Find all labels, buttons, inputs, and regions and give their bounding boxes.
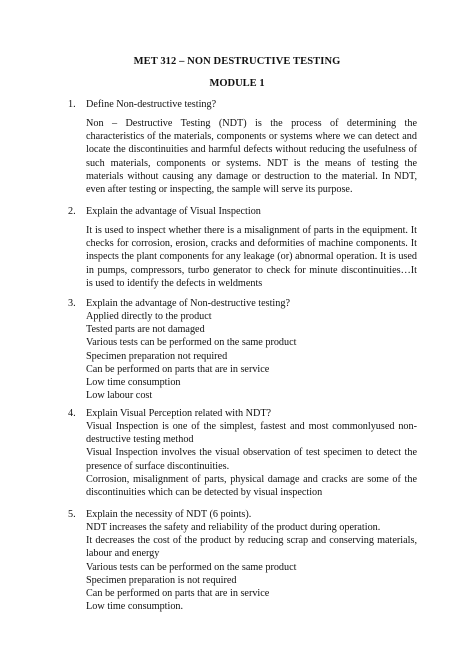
question-5	[68, 508, 251, 521]
answer-paragraph: Corrosion, misalignment of parts, physical damage and cracks are some of the discontinuities which can be detected by visual inspection	[86, 473, 417, 499]
answer-4	[86, 420, 417, 499]
answer-line: Tested parts are not damaged	[86, 324, 205, 336]
answer-1: Non – Destructive Testing (NDT) is the process of determining the characteristics of the materials, components or systems where we can detect and locate the discontinuities and harmful defects without reducing the usefulness of such materials, components or systems. NDT is the means of testing the materials without causing any damage or destruction to the material. In NDT, even after testing or inspecting, the sample will serve its purpose.	[86, 118, 417, 196]
answer-line: Can be performed on parts that are in service	[86, 363, 270, 375]
question-text: Explain the advantage of Non-destructive testing?	[86, 298, 290, 309]
answer-line: Can be performed on parts that are in service	[86, 588, 270, 600]
module-heading: MODULE 1	[209, 78, 265, 89]
answer-5	[86, 521, 417, 613]
question-number: 2.	[68, 206, 76, 217]
answer-line: NDT increases the safety and reliability of the product during operation.	[86, 522, 381, 533]
answer-line: Specimen preparation is not required	[86, 574, 237, 586]
question-3	[68, 297, 290, 310]
question-number: 4.	[68, 408, 76, 419]
answer-line: Specimen preparation not required	[86, 350, 228, 362]
question-text: Define Non-destructive testing?	[86, 99, 217, 110]
answer-line: It decreases the cost of the product by reducing scrap and conserving materials, labour and energy	[86, 535, 417, 560]
answer-paragraph: Visual Inspection is one of the simplest, fastest and most commonlyused non-destructive testing method	[86, 421, 417, 446]
answer-line: Low time consumption.	[86, 601, 184, 613]
question-text: Explain the advantage of Visual Inspection	[86, 206, 261, 217]
answer-line: Applied directly to the product	[86, 311, 212, 322]
question-number: 1.	[68, 99, 76, 110]
question-number: 5.	[68, 509, 76, 520]
question-1	[68, 98, 216, 111]
question-text: Explain the necessity of NDT (6 points).	[86, 509, 252, 520]
question-number: 3.	[68, 298, 76, 309]
answer-3	[86, 310, 417, 402]
answer-paragraph: Visual Inspection involves the visual observation of test specimen to detect the presence of surface discontinuities.	[86, 447, 417, 472]
question-text: Explain Visual Perception related with NDT?	[86, 408, 272, 419]
document-title: MET 312 – NON DESTRUCTIVE TESTING	[133, 56, 341, 67]
answer-line: Low time consumption	[86, 377, 181, 389]
question-4	[68, 407, 271, 420]
answer-line: Low labour cost	[86, 390, 153, 402]
answer-line: Various tests can be performed on the same product	[86, 561, 297, 573]
question-2	[68, 205, 261, 218]
answer-line: Various tests can be performed on the same product	[86, 337, 297, 349]
answer-2: It is used to inspect whether there is a misalignment of parts in the equipment. It checks for corrosion, erosion, cracks and deformities of machine components. It inspects the plant components for any leakage (or) abnormal operation. It is used in pumps, compressors, turbo generator to check for minute discontinuities…It is used to identify the defects in weldments	[86, 225, 417, 289]
